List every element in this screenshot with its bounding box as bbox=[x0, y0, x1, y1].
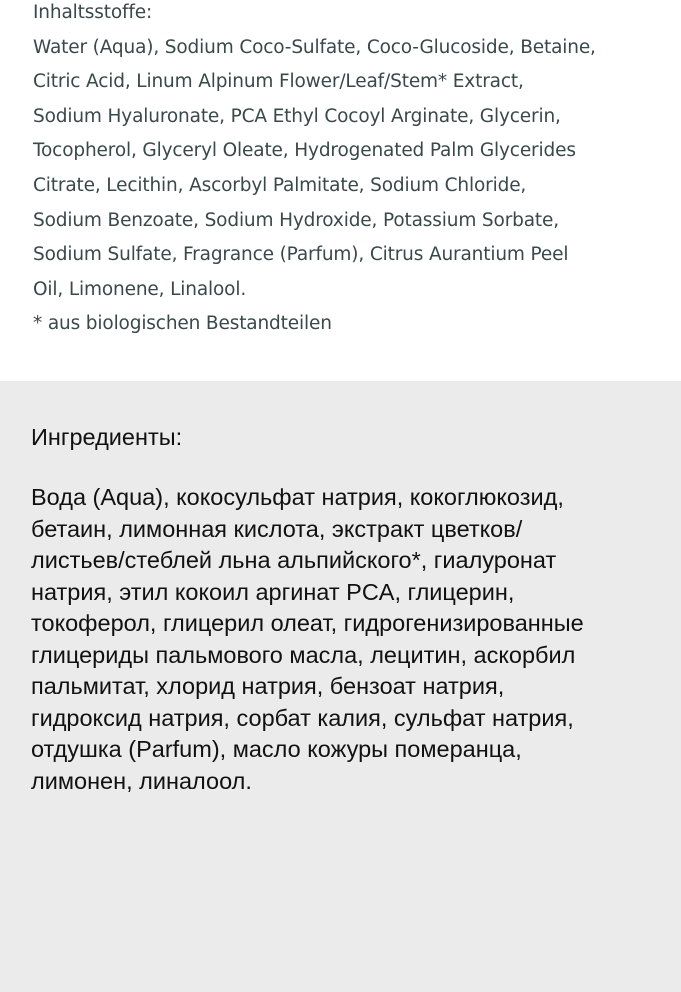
russian-ingredients-line: листьев/стеблей льна альпийского*, гиалуронат bbox=[31, 547, 557, 573]
german-ingredients-line: Oil, Limonene, Linalool. bbox=[33, 278, 247, 300]
german-ingredients-line: Sodium Sulfate, Fragrance (Parfum), Citrus Aurantium Peel bbox=[33, 244, 569, 266]
german-ingredients-line: Tocopherol, Glyceryl Oleate, Hydrogenated Palm Glycerides bbox=[33, 140, 576, 162]
german-ingredients-text bbox=[33, 0, 663, 342]
german-ingredients-line: Citrate, Lecithin, Ascorbyl Palmitate, Sodium Chloride, bbox=[33, 174, 527, 196]
german-organic-footnote: * aus biologischen Bestandteilen bbox=[33, 313, 332, 335]
german-ingredients-line: Water (Aqua), Sodium Coco-Sulfate, Coco-Glucoside, Betaine, bbox=[33, 36, 596, 58]
russian-ingredients-heading: Ингредиенты: bbox=[31, 424, 183, 450]
german-ingredients-line: Citric Acid, Linum Alpinum Flower/Leaf/Stem* Extract, bbox=[33, 71, 524, 93]
russian-ingredients-line: гидроксид натрия, сорбат калия, сульфат натрия, bbox=[31, 704, 574, 731]
russian-ingredients-line: Вода (Aqua), кокосульфат натрия, кокоглюкозид, bbox=[31, 484, 564, 510]
russian-ingredients-line: глицериды пальмового масла, лецитин, аскорбил bbox=[31, 641, 576, 668]
russian-ingredients-line: бетаин, лимонная кислота, экстракт цветков/ bbox=[31, 515, 523, 542]
russian-ingredients-line: отдушка (Parfum), масло кожуры померанца, bbox=[31, 736, 522, 762]
russian-ingredients-line: лимонен, линалоол. bbox=[31, 767, 252, 794]
russian-ingredients-line: натрия, этил кокоил аргинат PCA, глицерин, bbox=[31, 578, 515, 605]
russian-ingredients-line: токоферол, глицерил олеат, гидрогенизированные bbox=[31, 610, 584, 636]
russian-ingredients-line: пальмитат, хлорид натрия, бензоат натрия, bbox=[31, 673, 505, 699]
german-ingredients-heading: Inhaltsstoffe: bbox=[33, 2, 153, 23]
german-ingredients-line: Sodium Hyaluronate, PCA Ethyl Cocoyl Arginate, Glycerin, bbox=[33, 105, 561, 127]
german-ingredients-section bbox=[0, 0, 681, 381]
german-ingredients-line: Sodium Benzoate, Sodium Hydroxide, Potassium Sorbate, bbox=[33, 209, 559, 231]
russian-ingredients-text bbox=[31, 482, 671, 797]
